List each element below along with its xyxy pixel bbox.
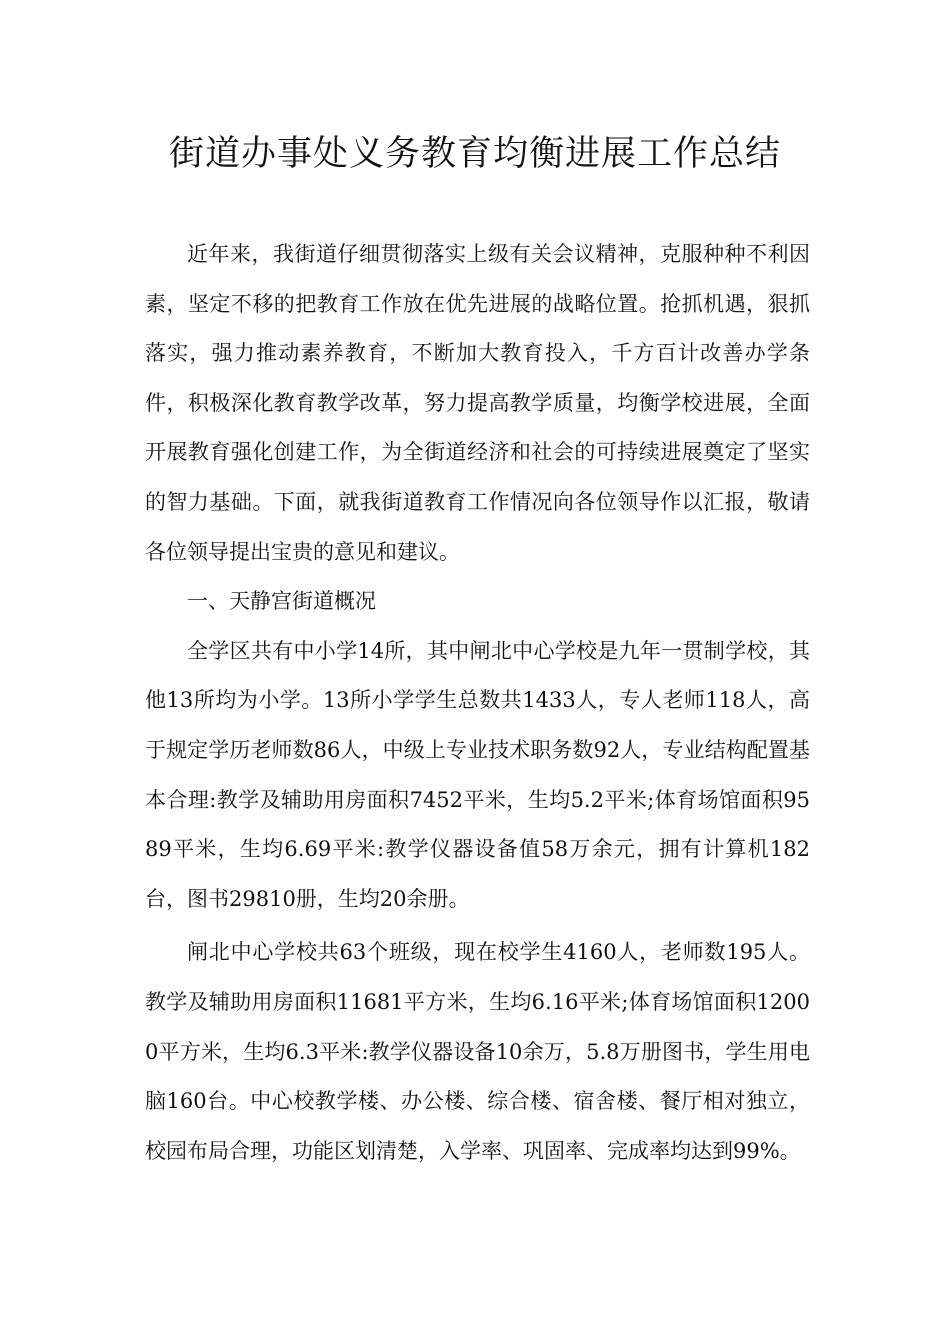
document-body <box>145 230 810 1176</box>
paragraph-intro: 近年来，我街道仔细贯彻落实上级有关会议精神，克服种种不利因素，坚定不移的把教育工作放在优先进展的战略位置。抢抓机遇，狠抓落实，强力推动素养教育，不断加大教育投入，千方百计改善办学条件，积极深化教育教学改革，努力提高教学质量，均衡学校进展，全面开展教育强化创建工作，为全街道经济和社会的可持续进展奠定了坚实的智力基础。下面，就我街道教育工作情况向各位领导作以汇报，敬请各位领导提出宝贵的意见和建议。 <box>145 242 810 564</box>
section-heading-overview: 一、天静宫街道概况 <box>187 589 376 614</box>
paragraph-district-schools: 全学区共有中小学14所，其中闸北中心学校是九年一贯制学校，其他13所均为小学。13所小学学生总数共1433人，专人老师118人，高于规定学历老师数86人，中级上专业技术职务数92人，专业结构配置基本合理:教学及辅助用房面积7452平米，生均5.2平米;体育场馆面积9589平米，生均6.69平米:教学仪器设备值58万余元，拥有计算机182台，图书29810册，生均20余册。 <box>145 638 810 911</box>
paragraph-central-school: 闸北中心学校共63个班级，现在校学生4160人，老师数195人。教学及辅助用房面积11681平方米，生均6.16平米;体育场馆面积12000平方米，生均6.3平米:教学仪器设备10余万，5.8万册图书，学生用电脑160台。中心校教学楼、办公楼、综合楼、宿舍楼、餐厅相对独立，校园布局合理，功能区划清楚，入学率、巩固率、完成率均达到99%。 <box>145 940 810 1163</box>
document-title: 街道办事处义务教育均衡进展工作总结 <box>168 134 781 174</box>
